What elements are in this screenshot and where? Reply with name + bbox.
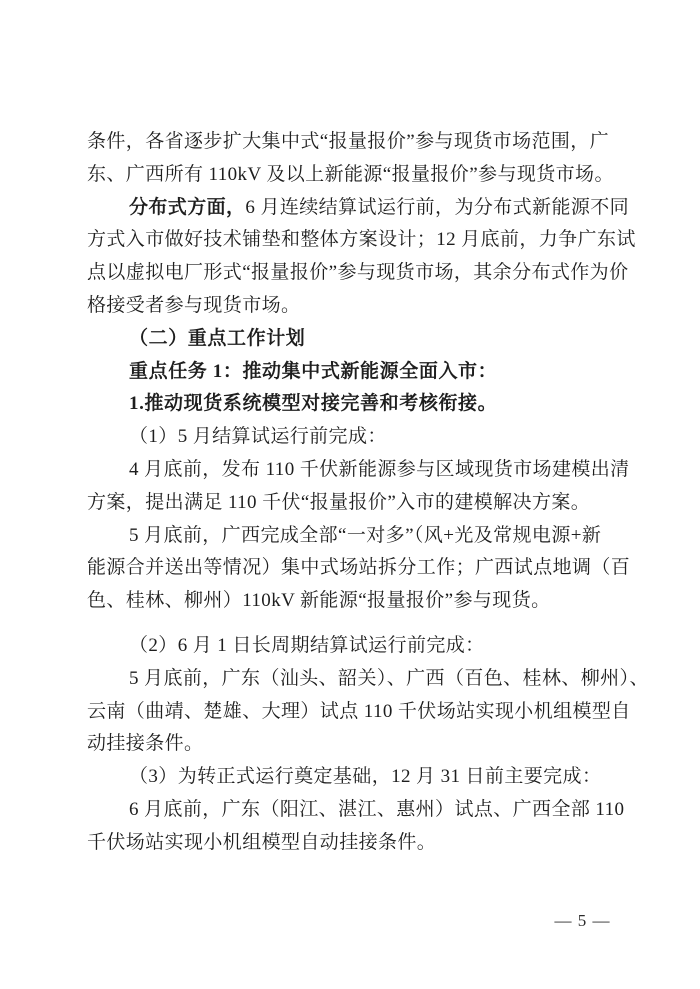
paragraph-lead-line: 5 月底前，广东（汕头、韶关）、广西（百色、桂林、柳州）、	[129, 667, 649, 689]
text-segment: 6 月连续结算试运行前，为分布式新能源不同	[245, 196, 630, 218]
text-line: 格接受者参与现货市场。	[87, 294, 301, 316]
paragraph-lead-line: 4 月底前，发布 110 千伏新能源参与区域现货市场建模出清	[129, 458, 630, 480]
milestone-heading: （1）5 月结算试运行前完成：	[129, 426, 387, 448]
text-line: 动挂接条件。	[87, 733, 204, 755]
text-line: 东、广西所有 110kV 及以上新能源“报量报价”参与现货市场。	[87, 163, 614, 185]
milestone-heading: （2）6 月 1 日长周期结算试运行前完成：	[129, 634, 485, 656]
text-line: 方式入市做好技术铺垫和整体方案设计；12 月底前，力争广东试	[87, 229, 636, 251]
paragraph-lead-line	[87, 192, 630, 225]
inline-bold-label: 分布式方面，	[129, 196, 246, 218]
page-number: — 5 —	[554, 911, 611, 930]
text-line: 能源合并送出等情况）集中式场站拆分工作；广西试点地调（百	[87, 557, 631, 579]
paragraph-lead-line: 6 月底前，广东（阳江、湛江、惠州）试点、广西全部 110	[129, 798, 625, 820]
paragraph-lead-line: 5 月底前，广西完成全部“一对多”（风+光及常规电源+新	[129, 524, 602, 546]
task-heading: 重点任务 1：推动集中式新能源全面入市：	[129, 360, 498, 382]
text-line: 条件，各省逐步扩大集中式“报量报价”参与现货市场范围，广	[87, 131, 610, 152]
section-heading: （二）重点工作计划	[129, 327, 306, 349]
text-line: 色、桂林、柳州）110kV 新能源“报量报价”参与现货。	[87, 590, 551, 612]
text-line: 云南（曲靖、楚雄、大理）试点 110 千伏场站实现小机组模型自	[87, 700, 631, 722]
milestone-heading: （3）为转正式运行奠定基础，12 月 31 日前主要完成：	[129, 766, 602, 788]
document-text-block	[87, 126, 649, 860]
subtask-heading: 1.推动现货系统模型对接完善和考核衔接。	[129, 393, 498, 415]
text-line: 千伏场站实现小机组模型自动挂接条件。	[87, 831, 437, 853]
text-line: 方案，提出满足 110 千伏“报量报价”入市的建模解决方案。	[87, 491, 591, 513]
text-line: 点以虚拟电厂形式“报量报价”参与现货市场，其余分布式作为价	[87, 262, 629, 284]
